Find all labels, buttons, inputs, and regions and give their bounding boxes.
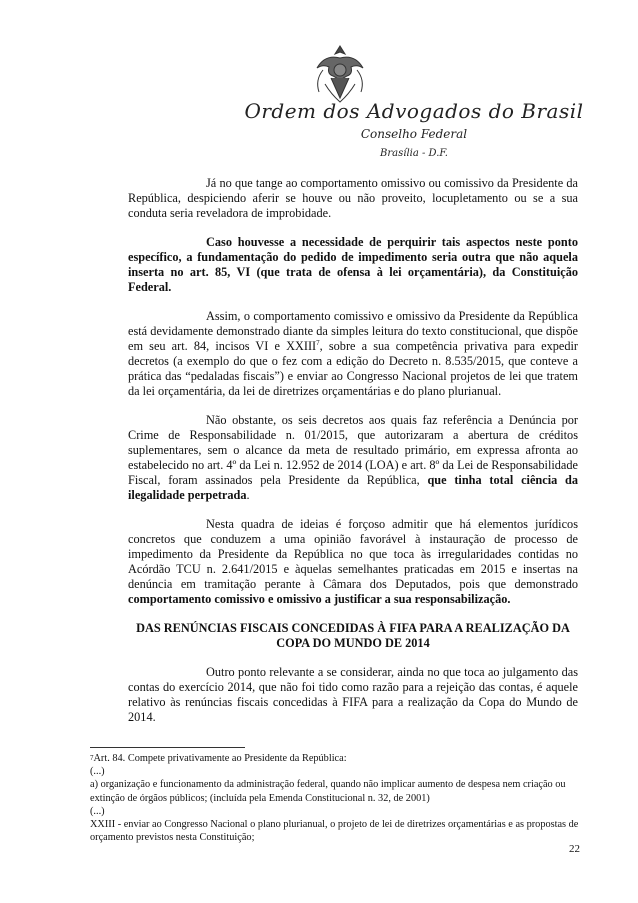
footnote-line: (...) [90,766,105,778]
paragraph-text-bold: que tinha total ciência da ilegalidade perpetrada [128,473,578,502]
footnote-line: a) organização e funcionamento da administração federal, quando não implicar aumento de despesa nem criação ou extinção de órgãos públicos; (incluída pela Emenda Constitucional n. 32, de 2001) [90,779,566,804]
letterhead-city: Brasília - D.F. [380,148,448,159]
footnote-reference: 7 [316,338,320,347]
paragraph-text: Nesta quadra de ideias é forçoso admitir que há elementos jurídicos concretos que conduzem a uma opinião favorável à instauração de processo de impedimento da Presidente da República no que toca às irregularidades contidas no Acórdão TCU n. 2.641/2015 e àquelas semelhantes praticadas em 2015 e insertas na denúncia em tramitação perante à Câmara dos Deputados, pois que demonstrado [128,517,578,591]
paragraph-5 [128,517,578,607]
letterhead-title: Ordem dos Advogados do Brasil [244,99,584,123]
footnotes [90,752,580,844]
paragraph-text-bold: Caso houvesse a necessidade de perquirir tais aspectos neste ponto específico, a fundamentação do pedido de impedimento seria outra que não aquela inserta no art. 85, VI (que trata de ofensa à lei orçamentária), da Constituição Federal. [128,235,578,294]
page-number: 22 [569,843,580,855]
paragraph-2 [128,235,578,295]
paragraph-text: , sobre a sua competência privativa para expedir decretos (a exemplo do que o fez com a edição do Decreto n. 8.535/2015, que conteve a prática das “pedaladas fiscais”) e enviar ao Congresso Nacional projetos de lei que tratem da lei orçamentária, da lei de diretrizes orçamentárias e do plano plurianual. [128,339,578,398]
footnote-line: XXIII - enviar ao Congresso Nacional o plano plurianual, o projeto de lei de diretrizes orçamentárias e as propostas de orçamento previstos nesta Constituição; [90,819,579,844]
paragraph-text: Assim, o comportamento comissivo e omissivo da Presidente da República está devidamente demonstrado diante da simples leitura do texto constitucional, que dispõe em seu art. 84, incisos VI e XXIII [128,309,578,353]
paragraph-text: Não obstante, os seis decretos aos quais faz referência a Denúncia por Crime de Responsabilidade n. 01/2015, que autorizaram a abertura de créditos suplementares, sem o alcance da meta de resultado primário, em expressa afronta ao estabelecido no art. 4º da Lei n. 12.952 de 2014 (LOA) e art. 8º da Lei de Responsabilidade Fiscal, foram assinados pela Presidente da República, [128,413,578,487]
footnote-line: (...) [90,805,105,817]
paragraph-1 [128,176,578,221]
paragraph-text: Já no que tange ao comportamento omissivo ou comissivo da Presidente da República, despiciendo aferir se houve ou não proveito, locupletamento ou se a sua conduta seria reveladora de improbidade. [128,176,578,220]
paragraph-text-bold: comportamento comissivo e omissivo a justificar a sua responsabilização. [128,592,511,606]
paragraph-text: . [246,488,250,502]
footnote-number: 7 [90,754,94,762]
letterhead-subtitle: Conselho Federal [360,127,468,141]
section-heading: DAS RENÚNCIAS FISCAIS CONCEDIDAS À FIFA PARA A REALIZAÇÃO DA COPA DO MUNDO DE 2014 [136,621,570,650]
paragraph-4 [128,413,578,503]
paragraph-3 [128,309,578,399]
document-body [128,176,578,739]
footnote-line: $^7$Art. 84. Compete privativamente ao Presidente da República: [90,753,347,764]
footnote-separator [90,747,245,748]
paragraph-6: Outro ponto relevante a se considerar, ainda no que toca ao julgamento das contas do exercício 2014, que não foi tido como razão para a rejeição das contas, é aquele relativo às renúncias fiscais concedidas à FIFA para a realização da Copa do Mundo de 2014. [128,665,578,724]
